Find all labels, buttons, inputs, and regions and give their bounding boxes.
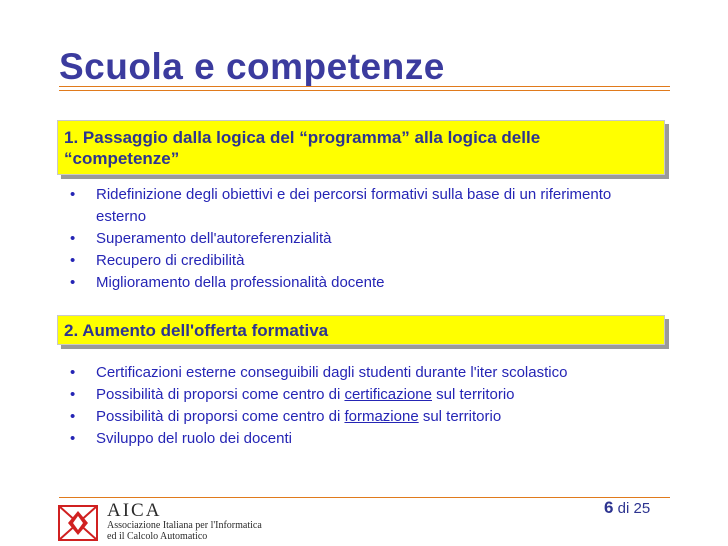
aica-logo-icon: [58, 505, 98, 541]
bullet-icon: •: [70, 274, 76, 291]
bullet-icon: •: [70, 430, 76, 447]
list-item: [70, 184, 660, 228]
bullet-icon: •: [70, 408, 76, 425]
list-item-text: Possibilità di proporsi come centro di: [96, 386, 345, 403]
list-item: [70, 428, 690, 450]
list-item: [70, 384, 690, 406]
bullet-icon: •: [70, 386, 76, 403]
bullet-icon: •: [70, 252, 76, 269]
list-item-text: Recupero di credibilità: [96, 252, 245, 269]
page-number: [604, 498, 650, 518]
bullet-icon: •: [70, 230, 76, 247]
logo-line-1: Associazione Italiana per l'Informatica: [107, 520, 262, 531]
title-rule: [59, 86, 670, 91]
logo-line-2: ed il Calcolo Automatico: [107, 531, 208, 542]
section-2-bullets: [70, 362, 690, 450]
list-item-text: sul territorio: [418, 408, 502, 425]
footer-rule: [59, 497, 670, 498]
list-item: [70, 406, 690, 428]
list-item: [70, 362, 690, 384]
section-1-heading: 1. Passaggio dalla logica del “programma” alla logica delle “competenze”: [57, 120, 665, 175]
list-item-text: Superamento dell'autoreferenzialità: [96, 230, 332, 247]
slide-title: Scuola e competenze: [59, 46, 445, 87]
list-item: [70, 250, 660, 272]
page-total: di 25: [617, 500, 651, 517]
section-2-heading: 2. Aumento dell'offerta formativa: [57, 315, 665, 345]
logo-subtitle: [107, 520, 262, 542]
list-item: [70, 272, 660, 294]
bullet-icon: •: [70, 364, 76, 381]
bullet-icon: •: [70, 186, 76, 203]
formazione-link[interactable]: formazione: [344, 408, 419, 425]
list-item-text: Ridefinizione degli obiettivi e dei percorsi formativi sulla base di un riferimento esterno: [96, 186, 612, 225]
list-item-text: sul territorio: [432, 386, 515, 403]
list-item-text: Possibilità di proporsi come centro di: [96, 408, 345, 425]
logo-name: AICA: [107, 500, 162, 521]
page-current: 6: [604, 498, 614, 517]
list-item-text: Miglioramento della professionalità docente: [96, 274, 385, 291]
list-item-text: Sviluppo del ruolo dei docenti: [96, 430, 292, 447]
list-item: [70, 228, 660, 250]
certificazione-link[interactable]: certificazione: [344, 386, 432, 403]
section-1-bullets: [70, 184, 660, 294]
list-item-text: Certificazioni esterne conseguibili dagli studenti durante l'iter scolastico: [96, 364, 568, 381]
